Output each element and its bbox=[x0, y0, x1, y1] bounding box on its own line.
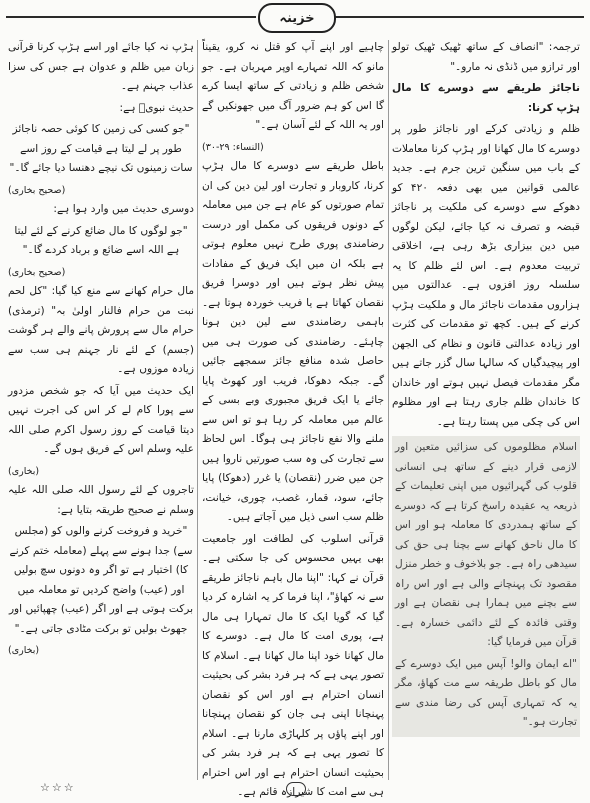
header-rule-left bbox=[6, 16, 256, 18]
shaded-box bbox=[392, 436, 580, 737]
header-rule-right bbox=[334, 16, 584, 18]
end-stars: ☆☆☆ bbox=[40, 781, 76, 794]
column-divider bbox=[388, 40, 389, 780]
page-header bbox=[0, 0, 590, 34]
page-number-marker bbox=[286, 782, 306, 796]
hadith-quote: "خرید و فروخت کرنے والوں کو (مجلس سے) جدا ہونے سے پہلے (معاملہ ختم کرنے کا) اختیار ہے تو اگر وہ دونوں سچ بولیں اور (عیب) واضح کردیں تو معاملہ میں برکت ہوتی ہے اور اگر (عیب) چھپائیں اور جھوٹ بولیں تو برکت مٹادی جاتی ہے۔" bbox=[8, 525, 194, 635]
paragraph: ایک حدیث میں آیا کہ جو شخص مزدور سے پورا کام لے کر اس کی اجرت نہیں دیتا قیامت کے روز رسول اکرم صلی اللہ علیہ وسلم اس کے فریق ہوں گے۔ bbox=[8, 384, 194, 455]
paragraph: باطل طریقے سے دوسرے کا مال ہڑپ کرنا، کاروبار و تجارت اور لین دین کی ان تمام صورتوں کو عام ہے جن میں معاملہ کے دونوں فریقوں کی مکمل اور درست رضامندی پوری طرح نہیں معلوم ہوتی ہے بلکہ ان میں ایک فریق کے مفادات پیش نظر ہوتے ہیں اور دوسرا فریق نقصان کھاتا ہے یا فریب خوردہ ہوتا ہے۔ باہمی رضامندی سے لین دین ہونا چاہئے۔ رضامندی کی صورت ہی میں حاصل شدہ منافع جائز سمجھے جائیں گے۔ جبکہ دھوکا، فریب اور کھوٹ پایا جائے یا ایک فریق مجبوری وبے بسی کے عالم میں معاملہ کر رہا ہو تو اس سے ملنے والا نفع ناجائز ہی ہوگا۔ اس لحاظ سے تجارت کی وہ سب صورتیں ناروا ہیں جن میں ضرر (نقصان) یا غرر (دھوکا) پایا جائے، سود، قمار، غصب، چوری، خیانت، ظلم سب اسی ذیل میں آجاتے ہیں۔ bbox=[202, 160, 384, 523]
middle-column bbox=[202, 38, 384, 798]
paragraph: قرآنی اسلوب کی لطافت اور جامعیت بھی یہیں محسوس کی جا سکتی ہے۔ قرآن نے کہا: "اپنا مال باہم ناجائز طریقے سے نہ کھاؤ"، اپنا فرما کر یہ اشارہ کر دیا گیا کہ گویا ایک کا مال تمہارا ہی مال ہے، پوری امت کا مال ہے۔ دوسرے کا مال کھانا خود اپنا مال کھانا ہے۔ اسلام کا تصور یہی ہے کہ ہر فرد بشر کی بحیثیت انسان احترام ہے اور اس کو نقصان پہنچانا اپنی ہی جان کو نقصان پہنچانا اور اپنے پاؤں پر کلہاڑی مارنا ہے۔ اسلام کا تصور یہی ہے کہ ہر فرد بشر کی بحیثیت انسان احترام ہے اور اس احترام ہی سے امت کا شیرازہ قائم ہے۔ bbox=[202, 532, 384, 798]
reference: (بخاری) bbox=[8, 465, 40, 477]
paragraph: ہڑپ نہ کیا جائے اور اسے ہڑپ کرنا قرآنی زبان میں ظلم و عدوان ہے جس کی سزا عذاب جہنم ہے۔ bbox=[8, 41, 194, 92]
quran-quote: چاہیے اور اپنے آپ کو قتل نہ کرو، یقیناً مانو کہ اللہ تمہارے اوپر مہربان ہے۔ جو شخص ظلم و زیادتی کے ساتھ ایسا کرے گا اس کو ہم ضرور آگ میں جھونکیں گے اور یہ اللہ کے لئے آسان ہے۔" bbox=[202, 41, 384, 131]
right-column bbox=[392, 38, 580, 782]
paragraph: ظلم و زیادتی کرکے اور ناجائز طور پر دوسرے کا مال کھانا اور ہڑپ کرنا معاملات کے باب میں سنگین ترین جرم ہے۔ جدید عالمی قوانین میں بھی دفعہ ۴۲۰ کو دھوکے سے دوسرے کی ملکیت پر ناجائز قبضہ و تصرف نہ کیا جائے، لیکن لوگوں میں دین بیزاری بڑھ رہی ہے، اخلاقی تربیت معدوم ہے۔ اس لئے ظلم کا یہ سلسلہ روز افزوں ہے۔ عدالتوں میں ہزاروں مقدمات ناجائز مال و ملکیت ہڑپ کرنے کے ہیں۔ کچھ تو مقدمات کی کثرت اور زیادہ عدالتی قانون و نظام کی الجھن اور پیچیدگیاں کہ سالہا سال گزر جاتے ہیں مگر مقدمات فیصل نہیں ہوتے اور خاندان کا خاندان ظلم جاری رہتا ہے اور مظلوم اس کی چکی میں پستا رہتا ہے۔ bbox=[392, 123, 580, 428]
reference: (صحیح بخاری) bbox=[8, 184, 66, 196]
hadith-quote: "جو لوگوں کا مال ضائع کرنے کے لئے لیتا ہے اللہ اسے ضائع و برباد کردے گا۔" bbox=[14, 224, 188, 256]
section-title-badge bbox=[258, 3, 336, 33]
reference: (صحیح بخاری) bbox=[8, 266, 66, 278]
hadith-intro: حدیث نبویؐ ہے: bbox=[119, 101, 194, 114]
paragraph: دوسری حدیث میں وارد ہوا ہے: bbox=[53, 203, 194, 215]
paragraph: مال حرام کھانے سے منع کیا گیا: "کل لحم نبت من حرام فالنار اولیٰ بہ" (ترمذی) حرام مال سے پرورش پانے والے ہر گوشت (جسم) کے لئے نار جہنم ہی سب سے زیادہ موزوں ہے۔ bbox=[8, 285, 194, 375]
column-divider bbox=[197, 40, 198, 780]
paragraph: اسلام مظلوموں کی سزائیں متعین اور لازمی قرار دینے کے ساتھ ہی انسانی قلوب کی گہرائیوں میں اپنی تعلیمات کے ذریعہ یہ عقیدہ راسخ کرتا ہے کہ دوسرے کے ساتھ ہمدردی کا معاملہ ہو اور اس کا مال ناحق کھانے سے بچنا ہی حق کی سیدھی راہ ہے۔ جو بلاخوف و خطر منزل مقصود تک پہنچانے والی ہے اور اس راہ سے بچنے میں ہمارا ہی نقصان ہے اور وقتی فائدہ کے لئے دائمی خسارہ ہے۔ قرآن میں فرمایا گیا: bbox=[395, 441, 577, 648]
section-heading: ناجائز طریقے سے دوسرے کا مال ہڑپ کرنا: bbox=[392, 82, 580, 114]
reference: (النساء: ۲۹-۳۰) bbox=[202, 141, 264, 153]
reference: (بخاری) bbox=[8, 645, 40, 656]
quran-quote: "اے ایمان والو! آپس میں ایک دوسرے کے مال کو باطل طریقہ سے مت کھاؤ، مگر یہ کہ تمہاری آپس کی رضا مندی سے تجارت ہو۔" bbox=[395, 657, 577, 728]
translation-text: ترجمہ: "انصاف کے ساتھ ٹھیک ٹھیک تولو اور ترازو میں ڈنڈی نہ مارو۔" bbox=[392, 41, 580, 73]
left-column bbox=[8, 38, 194, 782]
section-title: خزینہ bbox=[279, 10, 315, 26]
paragraph: تاجروں کے لئے رسول اللہ صلی اللہ علیہ وسلم نے صحیح طریقہ بتایا ہے: bbox=[8, 484, 194, 516]
hadith-quote: "جو کسی کی زمین کا کوئی حصہ ناجائز طور پر لے لیتا ہے قیامت کے روز اسے سات زمینوں تک نیچے دھنسا دیا جائے گا۔" bbox=[9, 123, 193, 174]
